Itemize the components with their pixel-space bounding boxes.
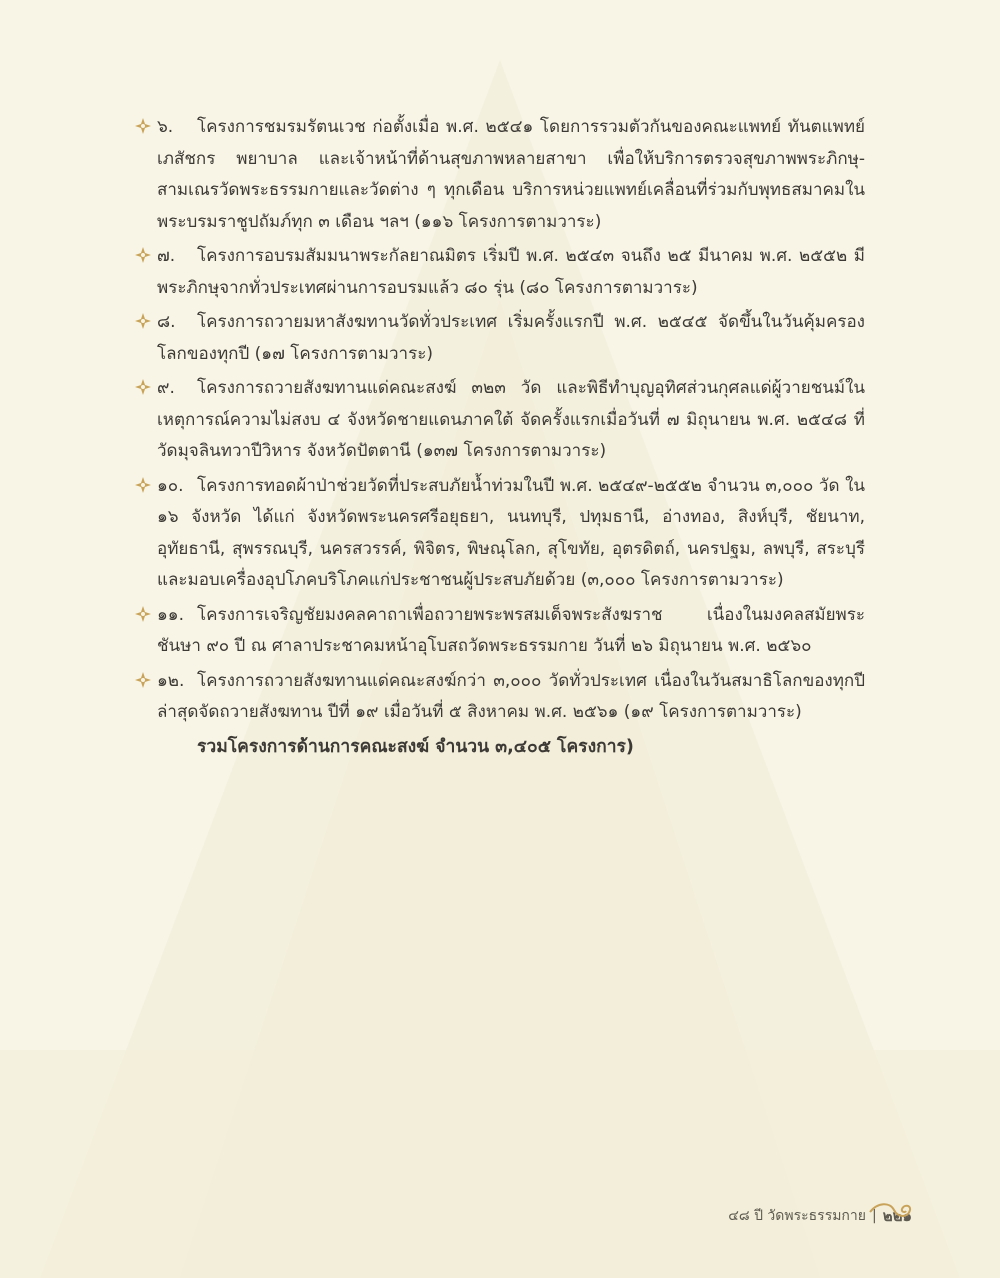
item-number: ๙.: [157, 378, 175, 398]
page-number: ๒๒๑: [882, 1207, 912, 1225]
list-item: [135, 666, 865, 729]
flower-bullet-icon: [135, 118, 151, 134]
list-item: [135, 373, 865, 468]
footer-separator: |: [871, 1208, 877, 1224]
flower-bullet-icon: [135, 672, 151, 688]
list-item: [135, 600, 865, 663]
list-item: [135, 112, 865, 238]
item-number: ๑๒.: [157, 670, 185, 691]
list-item: [135, 471, 865, 597]
item-number: ๑๑.: [157, 604, 184, 625]
item-number: ๑๐.: [157, 475, 184, 496]
flower-bullet-icon: [135, 379, 151, 395]
swirl-ornament-icon: [868, 1200, 912, 1224]
list-item: [135, 307, 865, 370]
item-text: โครงการถวายสังฆทานแด่คณะสงฆ์กว่า ๓,๐๐๐ วัดทั่วประเทศ เนื่องในวันสมาธิโลกของทุกปี ล่าสุดจัดถวายสังฆทาน ปีที่ ๑๙ เมื่อวันที่ ๕ สิงหาคม พ.ศ. ๒๕๖๑ (๑๙ โครงการตามวาระ): [157, 670, 865, 722]
item-text: โครงการถวายมหาสังฆทานวัดทั่วประเทศ เริ่มครั้งแรกปี พ.ศ. ๒๕๔๕ จัดขึ้นในวันคุ้มครองโลกของทุกปี (๑๗ โครงการตามวาระ): [157, 312, 865, 364]
summary-total: รวมโครงการด้านการคณะสงฆ์ จำนวน ๓,๔๐๕ โครงการ): [197, 736, 634, 757]
item-text: โครงการอบรมสัมมนาพระกัลยาณมิตร เริ่มปี พ.ศ. ๒๕๔๓ จนถึง ๒๕ มีนาคม พ.ศ. ๒๕๕๒ มีพระภิกษุจากทั่วประเทศผ่านการอบรมแล้ว ๘๐ รุ่น (๘๐ โครงการตามวาระ): [157, 246, 865, 298]
item-number: ๗.: [157, 246, 176, 266]
flower-bullet-icon: [135, 477, 151, 493]
book-title: ๔๘ ปี วัดพระธรรมกาย: [728, 1208, 866, 1224]
item-text: โครงการถวายสังฆทานแด่คณะสงฆ์ ๓๒๓ วัด และพิธีทำบุญอุทิศส่วนกุศลแด่ผู้วายชนม์ในเหตุการณ์ความไม่สงบ ๔ จังหวัดชายแดนภาคใต้ จัดครั้งแรกเมื่อวันที่ ๗ มิถุนายน พ.ศ. ๒๕๔๘ ที่วัดมุจลินทวาปีวิหาร จังหวัดปัตตานี (๑๓๗ โครงการตามวาระ): [157, 378, 865, 461]
item-number: ๖.: [157, 117, 174, 137]
flower-bullet-icon: [135, 606, 151, 622]
project-list: [135, 112, 865, 763]
item-text: โครงการเจริญชัยมงคลคาถาเพื่อถวายพระพรสมเด็จพระสังฆราช เนื่องในมงคลสมัยพระชันษา ๙๐ ปี ณ ศาลาประชาคมหน้าอุโบสถวัดพระธรรมกาย วันที่ ๒๖ มิถุนายน พ.ศ. ๒๕๖๐: [157, 604, 865, 656]
item-number: ๘.: [157, 312, 176, 332]
list-item: [135, 241, 865, 304]
item-text: โครงการทอดผ้าป่าช่วยวัดที่ประสบภัยน้ำท่วมในปี พ.ศ. ๒๕๔๙-๒๕๕๒ จำนวน ๓,๐๐๐ วัด ใน ๑๖ จังหวัด ได้แก่ จังหวัดพระนครศรีอยุธยา, นนทบุรี, ปทุมธานี, อ่างทอง, สิงห์บุรี, ชัยนาท, อุทัยธานี, สุพรรณบุรี, นครสวรรค์, พิจิตร, พิษณุโลก, สุโขทัย, อุตรดิตถ์, นครปฐม, ลพบุรี, สระบุรี และมอบเครื่องอุปโภคบริโภคแก่ประชาชนผู้ประสบภัยด้วย (๓,๐๐๐ โครงการตามวาระ): [157, 475, 865, 590]
item-text: โครงการชมรมรัตนเวช ก่อตั้งเมื่อ พ.ศ. ๒๕๔๑ โดยการรวมตัวกันของคณะแพทย์ ทันตแพทย์ เภสัชกร พยาบาล และเจ้าหน้าที่ด้านสุขภาพหลายสาขา เพื่อให้บริการตรวจสุขภาพพระภิกษุ-สามเณรวัดพระธรรมกายและวัดต่าง ๆ ทุกเดือน บริการหน่วยแพทย์เคลื่อนที่ร่วมกับพุทธสมาคมในพระบรมราชูปถัมภ์ทุก ๓ เดือน ฯลฯ (๑๑๖ โครงการตามวาระ): [157, 117, 865, 232]
flower-bullet-icon: [135, 247, 151, 263]
flower-bullet-icon: [135, 313, 151, 329]
